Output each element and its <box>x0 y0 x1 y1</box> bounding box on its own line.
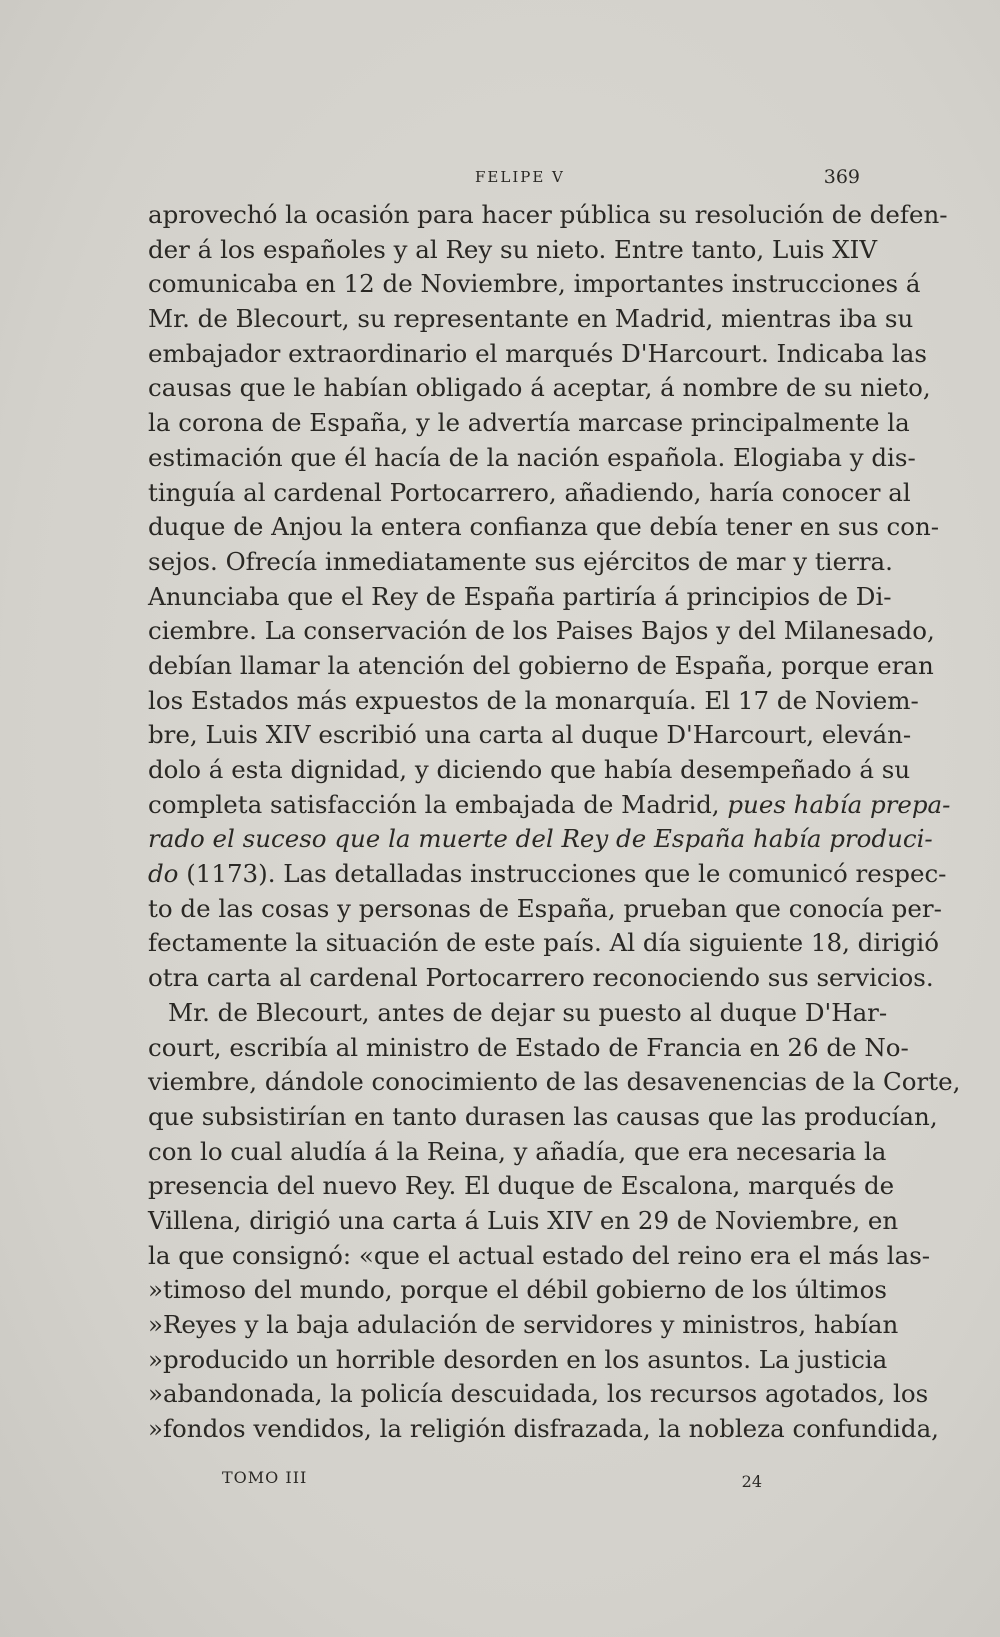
page-footer <box>222 1468 762 1498</box>
text-line <box>148 1308 899 1343</box>
line-text: la corona de España, y le advertía marcase principalmente la <box>148 408 910 438</box>
text-line <box>148 267 921 302</box>
text-line <box>148 1204 899 1239</box>
line-text: »abandonada, la policía descuidada, los recursos agotados, los <box>148 1379 929 1409</box>
text-line <box>148 302 914 337</box>
line-text: Mr. de Blecourt, antes de dejar su puesto al duque D'Har- <box>168 997 888 1027</box>
text-line <box>148 892 942 927</box>
line-text: »Reyes y la baja adulación de servidores y ministros, habían <box>148 1310 899 1339</box>
line-text: embajador extraordinario el marqués D'Harcourt. Indicaba las <box>148 338 927 368</box>
line-text: que subsistirían en tanto durasen las causas que las producían, <box>148 1101 938 1131</box>
running-head <box>140 168 860 192</box>
line-text: fectamente la situación de este país. Al día siguiente 18, dirigió <box>148 928 940 958</box>
italic-quote: do <box>148 859 179 889</box>
text-line <box>148 1100 938 1135</box>
line-text: »producido un horrible desorden en los asuntos. La justicia <box>148 1344 888 1374</box>
text-line <box>148 926 940 961</box>
text-line <box>148 857 947 892</box>
text-line <box>148 476 911 511</box>
italic-quote: rado el suceso que la muerte del Rey de España había produci- <box>148 824 933 854</box>
line-text: Mr. de Blecourt, su representante en Madrid, mientras iba su <box>148 304 914 334</box>
text-line <box>148 753 911 788</box>
text-line <box>148 684 919 719</box>
text-line <box>148 1412 939 1447</box>
line-text: Anunciaba que el Rey de España partiría á principios de Di- <box>148 581 892 611</box>
line-text: duque de Anjou la entera confianza que debía tener en sus con- <box>148 512 940 542</box>
page-number: 369 <box>823 166 860 188</box>
text-line <box>148 441 916 476</box>
line-text: sejos. Ofrecía inmediatamente sus ejércitos de mar y tierra. <box>148 546 893 576</box>
italic-quote: pues había prepa- <box>727 789 951 819</box>
text-line <box>148 1377 929 1412</box>
line-text: viembre, dándole conocimiento de las desavenencias de la Corte, <box>148 1067 961 1097</box>
text-line <box>148 822 933 857</box>
line-text: »fondos vendidos, la religión disfrazada, la nobleza confundida, <box>148 1414 939 1444</box>
line-text: to de las cosas y personas de España, prueban que conocía per- <box>148 893 942 923</box>
running-title: FELIPE V <box>475 168 565 186</box>
text-line <box>148 580 892 615</box>
line-text: otra carta al cardenal Portocarrero reconociendo sus servicios. <box>148 963 934 993</box>
body-text <box>148 198 961 1447</box>
line-text: »timoso del mundo, porque el débil gobierno de los últimos <box>148 1275 887 1305</box>
line-text: Villena, dirigió una carta á Luis XIV en 29 de Noviembre, en <box>148 1205 899 1235</box>
text-line <box>148 337 927 372</box>
line-text: tinguía al cardenal Portocarrero, añadiendo, haría conocer al <box>148 477 911 507</box>
text-line <box>148 198 948 233</box>
volume-signature: TOMO III <box>222 1468 308 1487</box>
text-line <box>148 718 912 753</box>
text-line <box>148 1065 961 1100</box>
line-text: dolo á esta dignidad, y diciendo que había desempeñado á su <box>148 755 911 784</box>
text-line <box>148 1239 931 1274</box>
text-line <box>148 961 934 996</box>
text-line <box>148 1031 909 1066</box>
text-line <box>148 1135 887 1170</box>
text-line <box>148 649 934 684</box>
line-text: court, escribía al ministro de Estado de Francia en 26 de No- <box>148 1032 909 1062</box>
line-text: bre, Luis XIV escribió una carta al duque D'Harcourt, eleván- <box>148 720 912 750</box>
line-text: con lo cual aludía á la Reina, y añadía, que era necesaria la <box>148 1136 887 1166</box>
line-text: causas que le habían obligado á aceptar, á nombre de su nieto, <box>148 373 931 403</box>
line-text: ciembre. La conservación de los Paises Bajos y del Milanesado, <box>148 616 935 646</box>
line-text: aprovechó la ocasión para hacer pública su resolución de defen- <box>148 200 948 229</box>
text-line <box>148 788 951 823</box>
text-line <box>148 406 910 441</box>
text-line <box>148 1169 895 1204</box>
text-line <box>148 614 935 649</box>
text-line <box>148 233 878 268</box>
text-line <box>148 545 893 580</box>
line-text: la que consignó: «que el actual estado del reino era el más las- <box>148 1240 931 1270</box>
text-line <box>148 510 940 545</box>
text-line <box>148 371 931 406</box>
line-text: debían llamar la atención del gobierno de España, porque eran <box>148 650 934 680</box>
line-text: completa satisfacción la embajada de Madrid, <box>148 789 728 819</box>
line-text: estimación que él hacía de la nación española. Elogiaba y dis- <box>148 442 916 472</box>
text-line <box>148 1273 887 1308</box>
text-line <box>148 996 888 1031</box>
line-text: comunicaba en 12 de Noviembre, importantes instrucciones á <box>148 269 921 299</box>
line-text: los Estados más expuestos de la monarquía. El 17 de Noviem- <box>148 685 919 715</box>
line-text: presencia del nuevo Rey. El duque de Escalona, marqués de <box>148 1171 895 1201</box>
signature-mark: 24 <box>741 1472 762 1491</box>
line-text: (1173). Las detalladas instrucciones que le comunicó respec- <box>178 859 947 889</box>
text-line <box>148 1343 888 1378</box>
line-text: der á los españoles y al Rey su nieto. Entre tanto, Luis XIV <box>148 234 878 264</box>
